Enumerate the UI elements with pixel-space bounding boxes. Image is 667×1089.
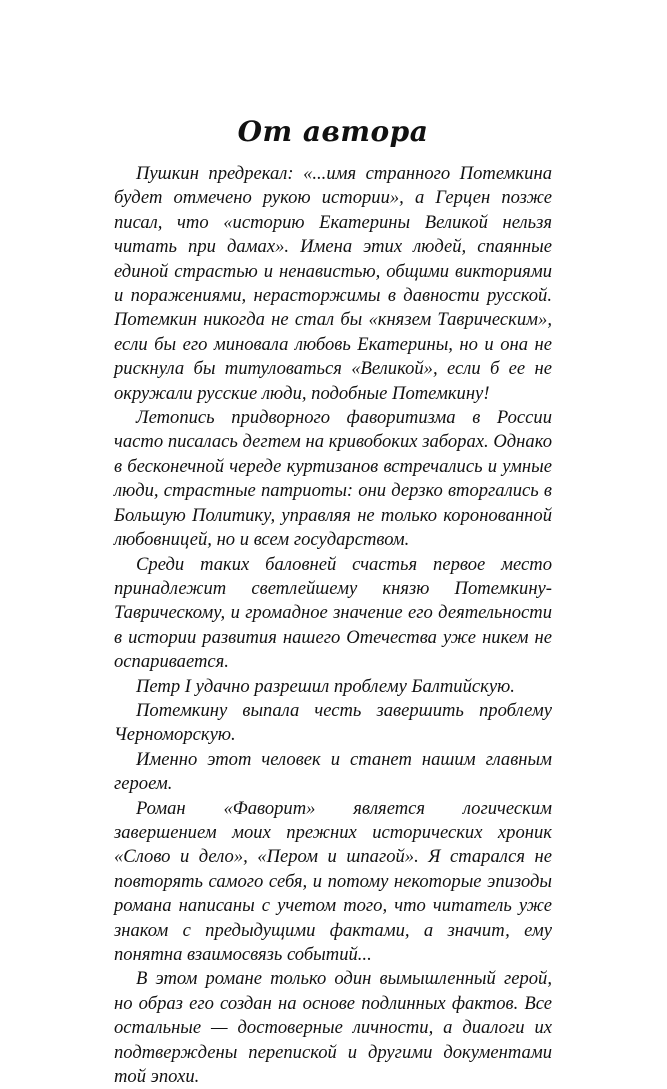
paragraph-3: Среди таких баловней счастья первое место принадлежит светлейшему князю Потемкину-Таврическому, и громадное значение его деятельности в истории развития нашего Отечества уже никем не оспаривается. bbox=[114, 553, 552, 673]
paragraph-5: Потемкину выпала честь завершить проблему Черноморскую. bbox=[114, 699, 552, 746]
page-title: От автора bbox=[237, 115, 429, 148]
paragraph-7: Роман «Фаворит» является логическим завершением моих прежних исторических хроник «Слово и дело», «Пером и шпагой». Я старался не повторять самого себя, и потому некоторые эпизоды романа написаны с учетом того, что читатель уже знаком с предыдущими фактами, а значит, ему понятна взаимосвязь событий... bbox=[114, 797, 552, 965]
paragraph-1: Пушкин предрекал: «...имя странного Потемкина будет отмечено рукою истории», а Герцен позже писал, что «историю Екатерины Великой нельзя читать при дамах». Имена этих людей, спаянные единой страстью и ненавистью, общими викториями и поражениями, нерасторжимы в давности русской. Потемкин никогда не стал бы «князем Таврическим», если бы его миновала любовь Екатерины, но и она не рискнула бы титуловаться «Великой», если б ее не окружали русские люди, подобные Потемкину! bbox=[114, 163, 552, 404]
paragraph-8: В этом романе только один вымышленный герой, но образ его создан на основе подлинных фактов. Все остальные — достоверные личности, а диалоги их подтверждены перепиской и другими документами той эпохи. bbox=[114, 968, 552, 1088]
paragraph-4: Петр I удачно разрешил проблему Балтийскую. bbox=[136, 675, 515, 697]
paragraph-6: Именно этот человек и станет нашим главным героем. bbox=[114, 748, 552, 795]
page-content bbox=[114, 112, 552, 1089]
paragraph-2: Летопись придворного фаворитизма в России часто писалась дегтем на кривобоких заборах. Однако в бесконечной череде куртизанов встречались и умные люди, страстные патриоты: они дерзко вторгались в Большую Политику, управляя не только коронованной любовницей, но и всем государством. bbox=[114, 407, 552, 551]
